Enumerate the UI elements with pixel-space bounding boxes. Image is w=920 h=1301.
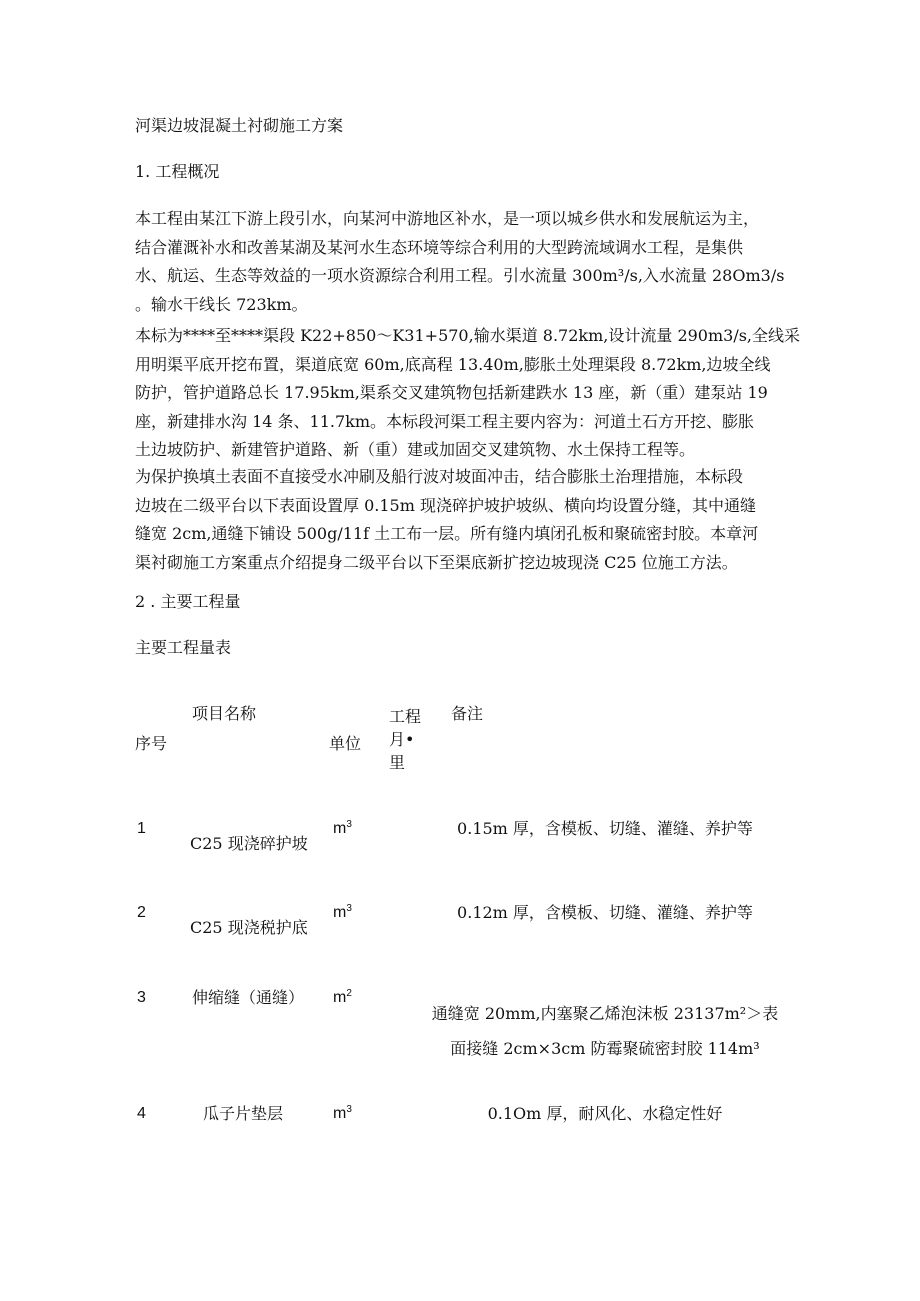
paragraph-line: 土边坡防护、新建管护道路、新（重）建或加固交叉建筑物、水土保持工程等。 xyxy=(135,440,696,459)
header-seq: 序号 xyxy=(135,734,168,753)
row-4-name: 瓜子片垫层 xyxy=(203,1104,284,1123)
paragraph-overview xyxy=(135,205,795,319)
row-2-unit: $m^3$ xyxy=(333,903,352,921)
row-3-note-line2: 面接缝 2cm×3cm 防霉聚硫密封胶 114m³ xyxy=(450,1039,760,1058)
paragraph-scope xyxy=(135,322,801,465)
header-qty-line1: 工程 xyxy=(389,707,422,726)
row-2-note: 0.12m 厚，含模板、切缝、灌缝、养护等 xyxy=(457,903,753,922)
paragraph-line: 为保护换填土表面不直接受水冲刷及船行波对坡面冲击，结合膨胀土治理措施，本标段 xyxy=(135,467,744,486)
paragraph-line: 本工程由某江下游上段引水，向某河中游地区补水，是一项以城乡供水和发展航运为主， xyxy=(135,209,760,228)
row-2-name: C25 现浇税护底 xyxy=(190,918,308,937)
table-caption: 主要工程量表 xyxy=(135,638,232,657)
section-heading-1: 1. 工程概况 xyxy=(135,162,220,181)
row-3-name: 伸缩缝（通缝） xyxy=(192,988,305,1007)
row-1-name: C25 现浇碎护坡 xyxy=(190,834,308,853)
row-1-seq: 1 xyxy=(137,820,146,837)
row-4-note: 0.1Om 厚，耐风化、水稳定性好 xyxy=(487,1104,723,1123)
paragraph-protection xyxy=(135,463,795,577)
paragraph-line: 防护，管护道路总长 17.95km,渠系交叉建筑物包括新建跌水 13 座，新（重）建泵站 19 xyxy=(135,383,768,402)
paragraph-line: 用明渠平底开挖布置，渠道底宽 60m,底高程 13.40m,膨胀土处理渠段 8.72km,边坡全线 xyxy=(135,354,771,374)
row-4-unit: $m^3$ xyxy=(333,1104,352,1122)
row-3-note-line1: 通缝宽 20mm,内塞聚乙烯泡沫板 23137m²＞表 xyxy=(431,1004,779,1023)
row-1-note: 0.15m 厚，含模板、切缝、灌缝、养护等 xyxy=(457,819,753,838)
paragraph-line: 水、航运、生态等效益的一项水资源综合利用工程。引水流量 300m³/s,入水流量 28Om3/s xyxy=(135,266,785,285)
paragraph-line: 结合灌溉补水和改善某湖及某河水生态环境等综合利用的大型跨流域调水工程，是集供 xyxy=(135,237,744,257)
paragraph-line: 边坡在二级平台以下表面设置厚 0.15m 现浇碎护坡护坡纵、横向均设置分缝，其中通缝 xyxy=(135,495,756,515)
row-3-seq: 3 xyxy=(137,989,146,1006)
paragraph-line: 本标为****至****渠段 K22+850～K31+570,输水渠道 8.72km,设计流量 290m3/s,全线采 xyxy=(135,326,801,345)
header-note: 备注 xyxy=(451,704,484,723)
header-qty-line3: 里 xyxy=(389,753,406,772)
paragraph-line: 。输水干线长 723km。 xyxy=(135,294,308,314)
paragraph-line: 座，新建排水沟 14 条、11.7km。本标段河渠工程主要内容为：河道土石方开挖、膨胀 xyxy=(135,411,755,431)
row-1-unit: $m^3$ xyxy=(333,819,352,837)
header-qty-line2: 月• xyxy=(389,730,415,749)
row-4-seq: 4 xyxy=(137,1105,146,1122)
section-heading-2: 2 . 主要工程量 xyxy=(135,592,241,611)
header-unit: 单位 xyxy=(329,734,362,753)
row-3-unit: $m^2$ xyxy=(333,988,352,1006)
row-2-seq: 2 xyxy=(137,904,146,921)
paragraph-line: 缝宽 2cm,通缝下铺设 500g/11f 土工布一层。所有缝内填闭孔板和聚硫密封胶。本章河 xyxy=(135,524,759,543)
header-name: 项目名称 xyxy=(192,704,257,723)
paragraph-line: 渠衬砌施工方案重点介绍提身二级平台以下至渠底新扩挖边坡现浇 C25 位施工方法。 xyxy=(135,552,738,572)
document-title: 河渠边坡混凝土衬砌施工方案 xyxy=(135,116,344,135)
